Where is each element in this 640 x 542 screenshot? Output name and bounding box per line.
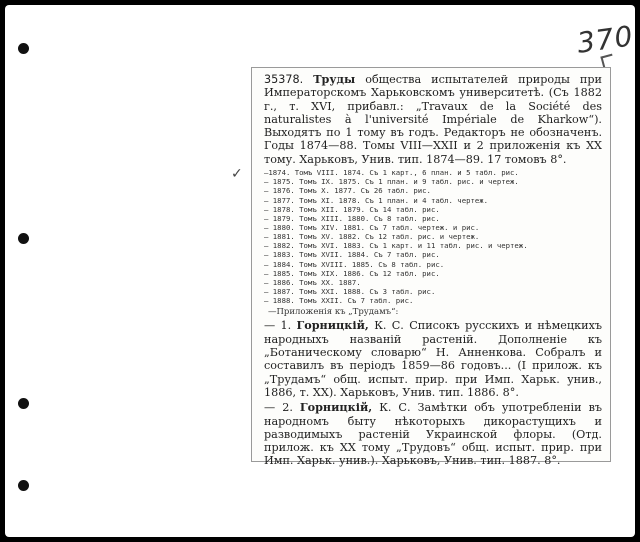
volume-list	[264, 168, 602, 305]
volume-item: — 1879. Томъ XIII. 1880. Съ 8 табл. рис.	[264, 213, 440, 223]
volume-item: — 1880. Томъ XIV. 1881. Съ 7 табл. чертеж. и рис.	[264, 223, 480, 233]
volume-item: — 1881. Томъ XV. 1882. Съ 12 табл. рис. и чертеж.	[264, 232, 480, 242]
pasted-clipping	[251, 67, 611, 468]
entry-title: Труды	[313, 72, 356, 86]
volume-item: — 1876. Томъ X. 1877. Съ 26 табл. рис.	[264, 186, 431, 196]
volume-item: — 1887. Томъ XXI. 1888. Съ 3 табл. рис.	[264, 287, 436, 297]
volume-item: — 1878. Томъ XII. 1879. Съ 14 табл. рис.	[264, 204, 440, 214]
volume-item: — 1888. Томъ XXII. Съ 7 табл. рис.	[264, 296, 414, 306]
appendix-heading: —Приложенія къ „Трудамъ“:	[268, 307, 399, 318]
appendix-text: К. С. Списокъ русскихъ и нѣмецкихъ народныхъ названій растеній. Дополненіе къ „Ботаническому словарю“ Н. Анненкова. Собралъ и составилъ въ періодъ 1859—86 годовъ... (I прилож. къ „Трудамъ“ общ. испыт. прир. при Имп. Харьк. унив., 1886, т. XX). Харьковъ, Унив. тип. 1886. 8°.	[264, 319, 602, 399]
volume-item: — 1884. Томъ XVIII. 1885. Съ 8 табл. рис.	[264, 259, 445, 269]
volume-item: —1874. Томъ VIII. 1874. Съ 1 карт., 6 план. и 5 табл. рис.	[264, 168, 519, 178]
appendix-author: Горницкій,	[299, 400, 373, 415]
volume-item: — 1877. Томъ XI. 1878. Съ 1 план. и 4 табл. чертеж.	[264, 195, 489, 205]
volume-item: — 1883. Томъ XVII. 1884. Съ 7 табл. рис.	[264, 250, 440, 260]
appendix-author: Горницкій,	[296, 318, 369, 333]
check-icon: ✓	[231, 166, 243, 182]
entry-description: общества испытателей природы при Императорскомъ Харьковскомъ университетѣ. (Съ 1882 г., т. XVI, прибавл.: „Travaux de la Société des naturalistes à l'université Impériale de Kharkow“). Выходятъ по 1 тому въ годъ. Редакторъ не обозначенъ. Годы 1874—88. Томы VIII—XXII и 2 приложенія къ XX тому. Харьковъ, Унив. тип. 1874—89. 17 томовъ 8°.	[264, 73, 602, 166]
punch-hole	[18, 480, 29, 491]
page-number: 370	[574, 19, 635, 60]
punch-hole	[18, 233, 29, 244]
appendix-text: К. С. Замѣтки объ употребленіи въ народномъ быту нѣкоторыхъ дикорастущихъ и разводимыхъ растеній Украинской флоры. (Отд. прилож. къ XX тому „Трудовъ“ общ. испыт. прир. при Имп. Харьк. унив.). Харьковъ, Унив. тип. 1887. 8°.	[264, 401, 603, 468]
appendix-entry	[264, 319, 602, 399]
punch-hole	[18, 43, 29, 54]
punch-hole	[18, 398, 29, 409]
volume-item: — 1882. Томъ XVI. 1883. Съ 1 карт. и 11 табл. рис. и чертеж.	[264, 241, 528, 251]
volume-item: — 1885. Томъ XIX. 1886. Съ 12 табл. рис.	[264, 268, 440, 278]
volume-item: — 1875. Томъ IX. 1875. Съ 1 план. и 9 табл. рис. и чертеж.	[264, 177, 519, 187]
entry-number: 35378.	[264, 73, 304, 86]
entry-header	[264, 73, 602, 166]
volume-item: — 1886. Томъ XX. 1887.	[264, 277, 361, 287]
appendix-prefix: — 2.	[264, 401, 293, 415]
appendix-entry	[264, 401, 602, 467]
appendix-prefix: — 1.	[264, 319, 292, 333]
catalog-card	[5, 5, 635, 537]
